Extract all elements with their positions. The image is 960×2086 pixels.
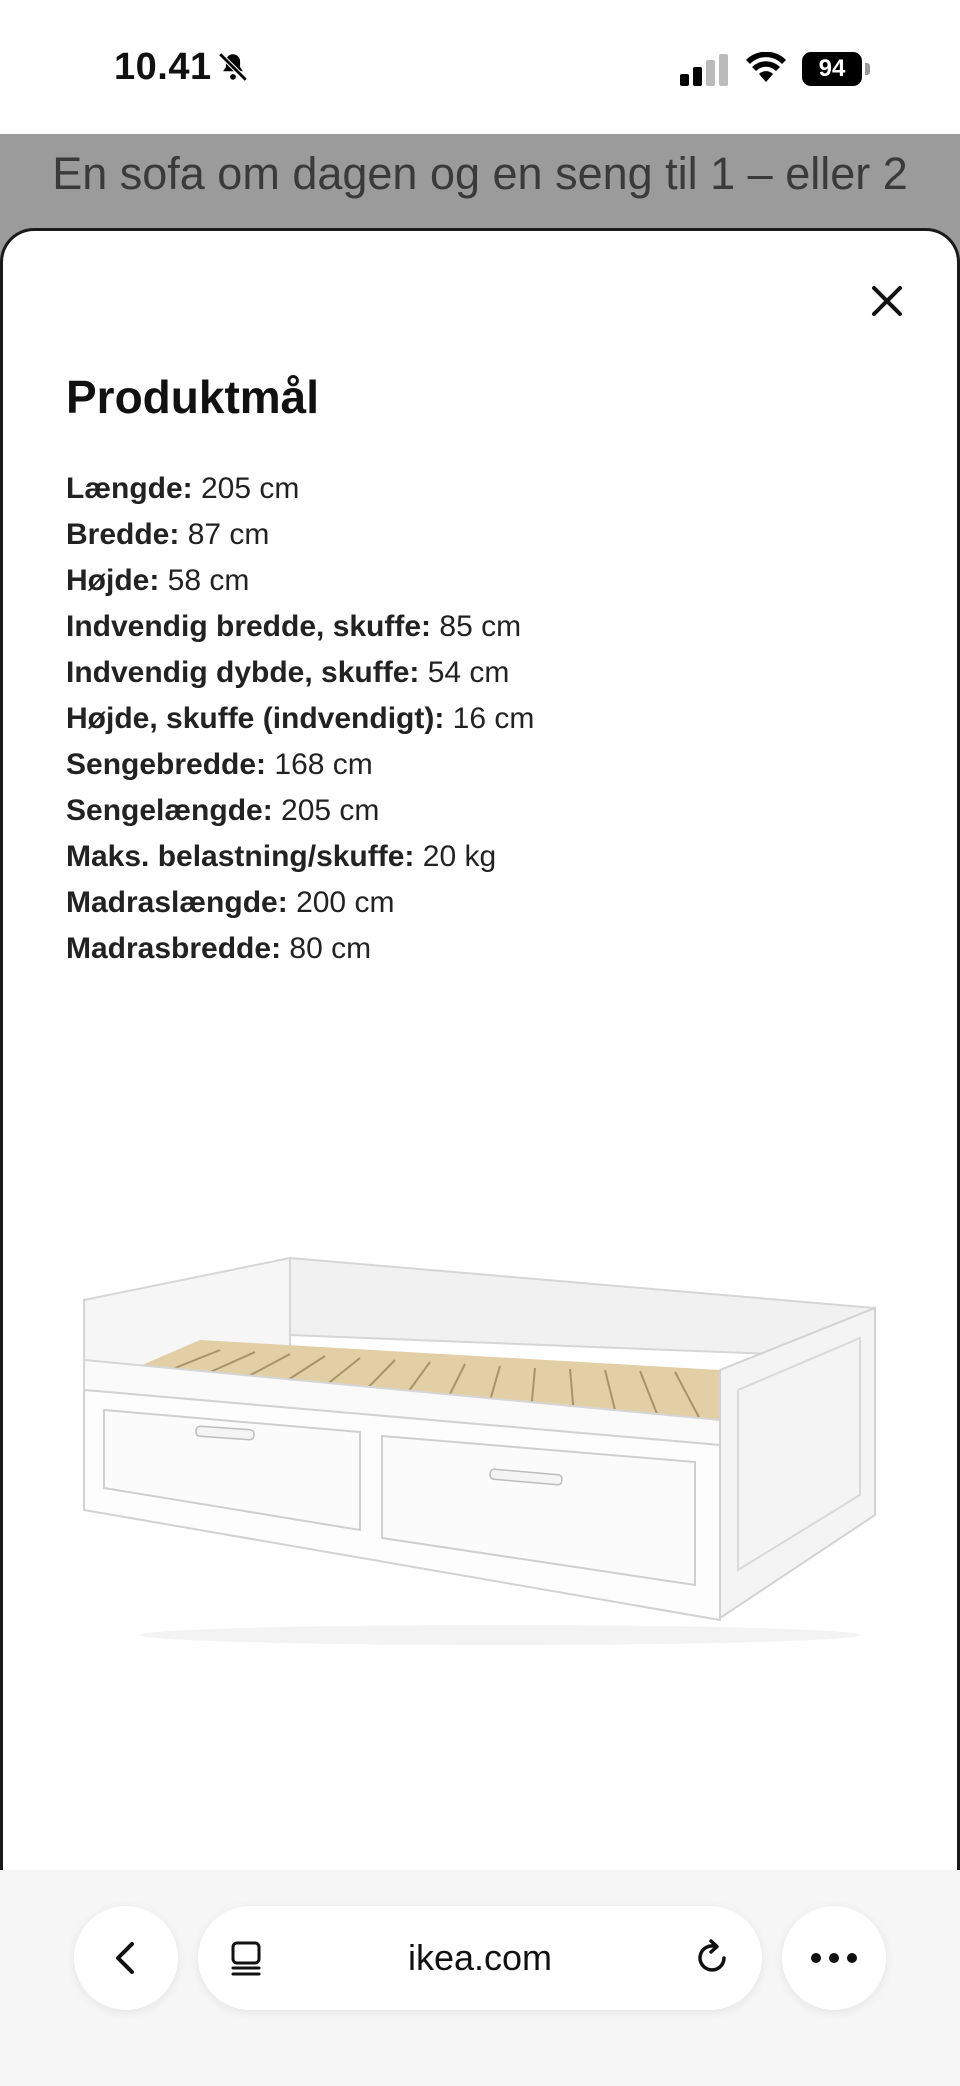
dimension-value: 54 cm [427, 656, 510, 689]
battery-indicator [802, 52, 872, 86]
back-button[interactable] [74, 1906, 178, 2010]
dimension-label: Indvendig bredde, skuffe: [66, 610, 432, 643]
dimension-item [66, 650, 534, 696]
dimension-label: Længde: [66, 472, 193, 505]
dimension-value: 80 cm [289, 932, 372, 965]
page-heading: En sofa om dagen og en seng til 1 – eller 2 [52, 148, 908, 199]
chevron-left-icon [106, 1938, 146, 1978]
dimension-value: 87 cm [187, 518, 270, 551]
address-bar[interactable] [198, 1906, 762, 2010]
dimension-label: Sengelængde: [66, 794, 273, 827]
dimension-label: Bredde: [66, 518, 180, 551]
battery-level: 94 [802, 52, 862, 86]
dimension-value: 200 cm [296, 886, 395, 919]
dimension-item [66, 926, 534, 972]
dimension-label: Madrasbredde: [66, 932, 282, 965]
dimension-label: Madraslængde: [66, 886, 288, 919]
more-button[interactable] [782, 1906, 886, 2010]
battery-tip [865, 63, 870, 75]
dimension-label: Maks. belastning/skuffe: [66, 840, 415, 873]
dimension-value: 205 cm [281, 794, 380, 827]
dimension-value: 85 cm [439, 610, 522, 643]
dimension-item [66, 696, 534, 742]
reload-icon[interactable] [692, 1938, 732, 1978]
dimension-item [66, 466, 534, 512]
dimension-value: 168 cm [274, 748, 373, 781]
bell-slash-icon [216, 50, 250, 84]
modal-title: Produktmål [66, 371, 320, 423]
close-icon[interactable] [866, 280, 908, 322]
dimension-value: 205 cm [201, 472, 300, 505]
cellular-signal-icon [680, 54, 730, 86]
dimension-label: Sengebredde: [66, 748, 267, 781]
dimension-item [66, 788, 534, 834]
dimension-item [66, 834, 534, 880]
dimension-value: 16 cm [452, 702, 535, 735]
status-bar [0, 0, 960, 134]
wifi-icon [746, 52, 786, 84]
dimension-label: Indvendig dybde, skuffe: [66, 656, 420, 689]
dimension-item [66, 880, 534, 926]
dimension-item [66, 742, 534, 788]
dimension-label: Højde, skuffe (indvendigt): [66, 702, 445, 735]
product-image-daybed [70, 1240, 890, 1760]
dimension-value: 20 kg [422, 840, 497, 873]
dimensions-list [66, 466, 534, 972]
dimension-item [66, 604, 534, 650]
url-text[interactable]: ikea.com [407, 1937, 553, 1978]
dimension-label: Højde: [66, 564, 160, 597]
more-icon [810, 1952, 858, 1964]
dimension-item [66, 558, 534, 604]
dimension-value: 58 cm [167, 564, 250, 597]
status-time: 10.41 [114, 46, 212, 88]
dimension-item [66, 512, 534, 558]
